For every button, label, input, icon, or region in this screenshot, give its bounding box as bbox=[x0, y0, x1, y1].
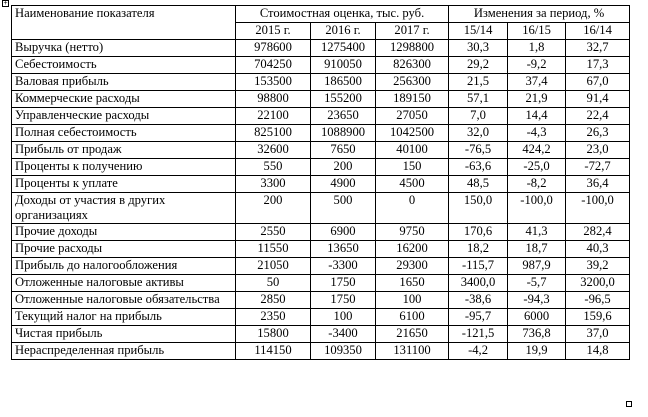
table-row bbox=[12, 309, 630, 326]
header-period: 16/15 bbox=[508, 23, 566, 40]
row-indicator-name: Выручка (нетто) bbox=[12, 40, 236, 57]
cell-change-percent: 987,9 bbox=[508, 258, 566, 275]
cell-change-percent: 32,7 bbox=[566, 40, 630, 57]
cell-cost-value: 4500 bbox=[376, 176, 449, 193]
cell-change-percent: 282,4 bbox=[566, 224, 630, 241]
cell-cost-value: 1088900 bbox=[311, 125, 376, 142]
table-row bbox=[12, 91, 630, 108]
cell-cost-value: 2350 bbox=[236, 309, 311, 326]
cell-change-percent: 32,0 bbox=[449, 125, 508, 142]
row-indicator-name: Валовая прибыль bbox=[12, 74, 236, 91]
cell-cost-value: 23650 bbox=[311, 108, 376, 125]
cell-cost-value: 1650 bbox=[376, 275, 449, 292]
cell-cost-value: 256300 bbox=[376, 74, 449, 91]
cell-cost-value: 4900 bbox=[311, 176, 376, 193]
cell-change-percent: 23,0 bbox=[566, 142, 630, 159]
cell-cost-value: 1298800 bbox=[376, 40, 449, 57]
cell-change-percent: 3200,0 bbox=[566, 275, 630, 292]
cell-change-percent: 14,4 bbox=[508, 108, 566, 125]
row-indicator-name: Прочие доходы bbox=[12, 224, 236, 241]
cell-change-percent: 91,4 bbox=[566, 91, 630, 108]
row-indicator-name: Отложенные налоговые обязательства bbox=[12, 292, 236, 309]
cell-change-percent: 29,2 bbox=[449, 57, 508, 74]
cell-change-percent: 21,9 bbox=[508, 91, 566, 108]
cell-change-percent: -63,6 bbox=[449, 159, 508, 176]
cell-cost-value: 13650 bbox=[311, 241, 376, 258]
table-row bbox=[12, 176, 630, 193]
cell-change-percent: -115,7 bbox=[449, 258, 508, 275]
cell-cost-value: 22100 bbox=[236, 108, 311, 125]
header-change-group: Изменения за период, % bbox=[449, 6, 630, 23]
cell-change-percent: -8,2 bbox=[508, 176, 566, 193]
header-row-groups bbox=[12, 6, 630, 23]
cell-change-percent: -38,6 bbox=[449, 292, 508, 309]
cell-change-percent: 170,6 bbox=[449, 224, 508, 241]
cell-cost-value: 910050 bbox=[311, 57, 376, 74]
table-row bbox=[12, 258, 630, 275]
cell-cost-value: 2550 bbox=[236, 224, 311, 241]
row-indicator-name: Управленческие расходы bbox=[12, 108, 236, 125]
table-row bbox=[12, 275, 630, 292]
cell-change-percent: -100,0 bbox=[566, 193, 630, 224]
row-indicator-name: Нераспределенная прибыль bbox=[12, 343, 236, 360]
cell-change-percent: 7,0 bbox=[449, 108, 508, 125]
header-year: 2017 г. bbox=[376, 23, 449, 40]
cell-cost-value: 153500 bbox=[236, 74, 311, 91]
cell-cost-value: 131100 bbox=[376, 343, 449, 360]
table-move-handle[interactable]: + bbox=[3, 0, 8, 7]
cell-cost-value: 15800 bbox=[236, 326, 311, 343]
cell-cost-value: 98800 bbox=[236, 91, 311, 108]
cell-cost-value: 189150 bbox=[376, 91, 449, 108]
cell-cost-value: 1042500 bbox=[376, 125, 449, 142]
table-row bbox=[12, 159, 630, 176]
row-indicator-name: Коммерческие расходы bbox=[12, 91, 236, 108]
cell-change-percent: 736,8 bbox=[508, 326, 566, 343]
cell-change-percent: -5,7 bbox=[508, 275, 566, 292]
row-indicator-name: Полная себестоимость bbox=[12, 125, 236, 142]
table-row bbox=[12, 57, 630, 74]
cell-change-percent: -94,3 bbox=[508, 292, 566, 309]
cell-change-percent: 37,4 bbox=[508, 74, 566, 91]
cell-cost-value: 6900 bbox=[311, 224, 376, 241]
cell-cost-value: 1750 bbox=[311, 292, 376, 309]
row-indicator-name: Доходы от участия в других организациях bbox=[12, 193, 236, 224]
row-indicator-name: Прибыль до налогообложения bbox=[12, 258, 236, 275]
cell-change-percent: 14,8 bbox=[566, 343, 630, 360]
cell-cost-value: 114150 bbox=[236, 343, 311, 360]
cell-cost-value: 1275400 bbox=[311, 40, 376, 57]
cell-change-percent: -72,7 bbox=[566, 159, 630, 176]
cell-change-percent: 21,5 bbox=[449, 74, 508, 91]
cell-change-percent: 36,4 bbox=[566, 176, 630, 193]
cell-change-percent: -25,0 bbox=[508, 159, 566, 176]
table-row bbox=[12, 292, 630, 309]
header-year: 2015 г. bbox=[236, 23, 311, 40]
cell-change-percent: -121,5 bbox=[449, 326, 508, 343]
row-indicator-name: Чистая прибыль bbox=[12, 326, 236, 343]
cell-change-percent: 30,3 bbox=[449, 40, 508, 57]
table-row bbox=[12, 326, 630, 343]
header-cost-group: Стоимостная оценка, тыс. руб. bbox=[236, 6, 449, 23]
cell-change-percent: 18,2 bbox=[449, 241, 508, 258]
cell-change-percent: 1,8 bbox=[508, 40, 566, 57]
table-row bbox=[12, 241, 630, 258]
cell-cost-value: 100 bbox=[376, 292, 449, 309]
cell-change-percent: 37,0 bbox=[566, 326, 630, 343]
table-row bbox=[12, 343, 630, 360]
row-indicator-name: Прочие расходы bbox=[12, 241, 236, 258]
cell-change-percent: -96,5 bbox=[566, 292, 630, 309]
row-indicator-name: Проценты к уплате bbox=[12, 176, 236, 193]
cell-change-percent: -100,0 bbox=[508, 193, 566, 224]
table-row bbox=[12, 40, 630, 57]
cell-cost-value: 200 bbox=[236, 193, 311, 224]
cell-cost-value: -3300 bbox=[311, 258, 376, 275]
cell-change-percent: 26,3 bbox=[566, 125, 630, 142]
cell-change-percent: 19,9 bbox=[508, 343, 566, 360]
cell-cost-value: 186500 bbox=[311, 74, 376, 91]
cell-cost-value: 550 bbox=[236, 159, 311, 176]
cell-cost-value: 7650 bbox=[311, 142, 376, 159]
cell-cost-value: 826300 bbox=[376, 57, 449, 74]
table-resize-handle[interactable] bbox=[626, 401, 632, 407]
cell-cost-value: 6100 bbox=[376, 309, 449, 326]
row-indicator-name: Отложенные налоговые активы bbox=[12, 275, 236, 292]
cell-cost-value: 50 bbox=[236, 275, 311, 292]
financial-indicators-table bbox=[11, 5, 630, 360]
row-indicator-name: Проценты к получению bbox=[12, 159, 236, 176]
cell-change-percent: 6000 bbox=[508, 309, 566, 326]
cell-cost-value: 3300 bbox=[236, 176, 311, 193]
cell-cost-value: 40100 bbox=[376, 142, 449, 159]
cell-change-percent: 22,4 bbox=[566, 108, 630, 125]
cell-change-percent: -76,5 bbox=[449, 142, 508, 159]
header-year: 2016 г. bbox=[311, 23, 376, 40]
cell-change-percent: 159,6 bbox=[566, 309, 630, 326]
cell-change-percent: 18,7 bbox=[508, 241, 566, 258]
cell-change-percent: 424,2 bbox=[508, 142, 566, 159]
cell-cost-value: 978600 bbox=[236, 40, 311, 57]
cell-cost-value: -3400 bbox=[311, 326, 376, 343]
cell-change-percent: 17,3 bbox=[566, 57, 630, 74]
cell-cost-value: 109350 bbox=[311, 343, 376, 360]
cell-cost-value: 155200 bbox=[311, 91, 376, 108]
cell-change-percent: -4,3 bbox=[508, 125, 566, 142]
cell-cost-value: 2850 bbox=[236, 292, 311, 309]
cell-change-percent: 3400,0 bbox=[449, 275, 508, 292]
cell-change-percent: -4,2 bbox=[449, 343, 508, 360]
cell-cost-value: 500 bbox=[311, 193, 376, 224]
header-indicator: Наименование показателя bbox=[12, 6, 236, 40]
cell-cost-value: 9750 bbox=[376, 224, 449, 241]
cell-cost-value: 11550 bbox=[236, 241, 311, 258]
row-indicator-name: Прибыль от продаж bbox=[12, 142, 236, 159]
table-row bbox=[12, 193, 630, 224]
header-period: 16/14 bbox=[566, 23, 630, 40]
table-row bbox=[12, 224, 630, 241]
cell-cost-value: 29300 bbox=[376, 258, 449, 275]
cell-cost-value: 16200 bbox=[376, 241, 449, 258]
cell-cost-value: 150 bbox=[376, 159, 449, 176]
cell-cost-value: 21650 bbox=[376, 326, 449, 343]
row-indicator-name: Текущий налог на прибыль bbox=[12, 309, 236, 326]
cell-change-percent: 41,3 bbox=[508, 224, 566, 241]
cell-cost-value: 1750 bbox=[311, 275, 376, 292]
cell-change-percent: 57,1 bbox=[449, 91, 508, 108]
table-row bbox=[12, 74, 630, 91]
cell-change-percent: 67,0 bbox=[566, 74, 630, 91]
cell-cost-value: 27050 bbox=[376, 108, 449, 125]
cell-cost-value: 704250 bbox=[236, 57, 311, 74]
table-body bbox=[12, 40, 630, 360]
cell-cost-value: 0 bbox=[376, 193, 449, 224]
cell-change-percent: -9,2 bbox=[508, 57, 566, 74]
cell-change-percent: 40,3 bbox=[566, 241, 630, 258]
cell-cost-value: 200 bbox=[311, 159, 376, 176]
cell-cost-value: 825100 bbox=[236, 125, 311, 142]
header-period: 15/14 bbox=[449, 23, 508, 40]
cell-cost-value: 100 bbox=[311, 309, 376, 326]
table-row bbox=[12, 108, 630, 125]
cell-cost-value: 21050 bbox=[236, 258, 311, 275]
cell-change-percent: -95,7 bbox=[449, 309, 508, 326]
table-row bbox=[12, 142, 630, 159]
cell-change-percent: 150,0 bbox=[449, 193, 508, 224]
cell-change-percent: 48,5 bbox=[449, 176, 508, 193]
cell-change-percent: 39,2 bbox=[566, 258, 630, 275]
table-row bbox=[12, 125, 630, 142]
row-indicator-name: Себестоимость bbox=[12, 57, 236, 74]
cell-cost-value: 32600 bbox=[236, 142, 311, 159]
